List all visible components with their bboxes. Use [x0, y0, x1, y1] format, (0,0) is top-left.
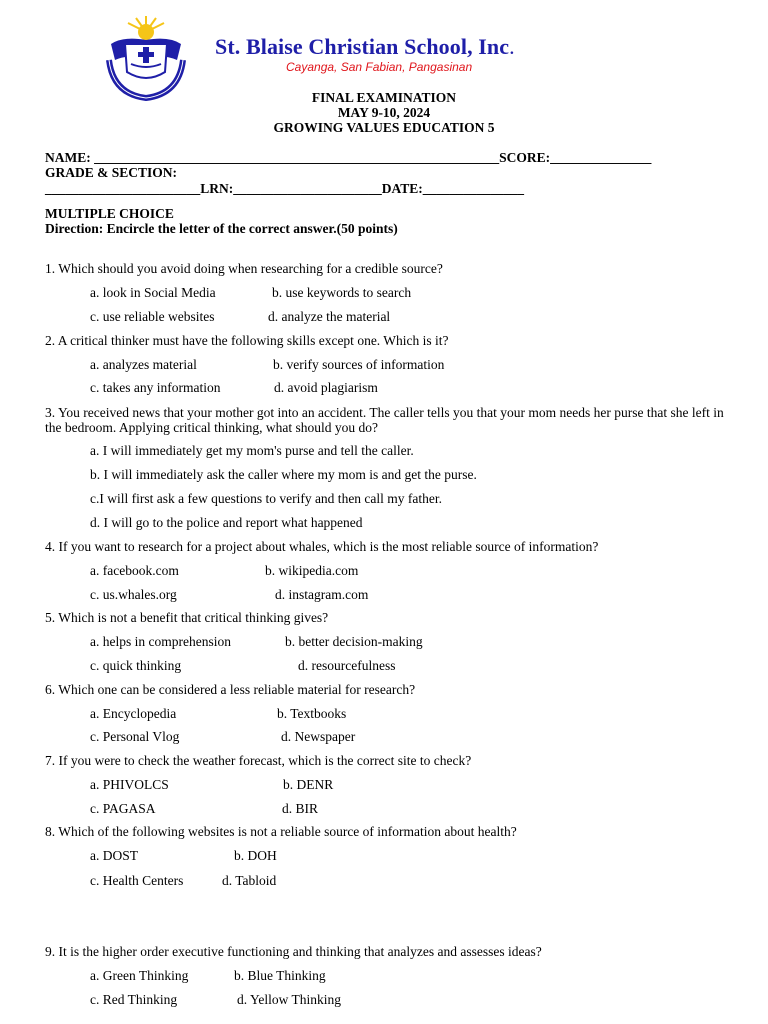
choice-8c: c. Health Centers [90, 873, 184, 888]
choice-7b: b. DENR [283, 777, 334, 792]
choice-8b: b. DOH [234, 848, 277, 863]
question-8: 8. Which of the following websites is not a reliable source of information about health? [45, 824, 517, 839]
choice-1b: b. use keywords to search [272, 285, 412, 300]
choice-6b: b. Textbooks [277, 706, 347, 721]
choice-3a: a. I will immediately get my mom's purse and tell the caller. [90, 443, 414, 458]
choice-3d: d. I will go to the police and report what happened [90, 515, 363, 530]
choice-9c: c. Red Thinking [90, 992, 178, 1007]
choice-4c: c. us.whales.org [90, 587, 177, 602]
choice-5d: d. resourcefulness [298, 658, 396, 673]
question-5: 5. Which is not a benefit that critical thinking gives? [45, 610, 329, 625]
choice-7a: a. PHIVOLCS [90, 777, 169, 792]
choice-6d: d. Newspaper [281, 729, 356, 744]
question-2: 2. A critical thinker must have the following skills except one. Which is it? [45, 333, 449, 348]
question-1: 1. Which should you avoid doing when researching for a credible source? [45, 261, 443, 276]
direction-text: Direction: Encircle the letter of the correct answer.(50 points) [45, 221, 398, 236]
school-name: St. Blaise Christian School, Inc. [215, 34, 515, 59]
choice-8d: d. Tabloid [222, 873, 277, 888]
choice-7c: c. PAGASA [90, 801, 156, 816]
question-7: 7. If you were to check the weather forecast, which is the correct site to check? [45, 753, 472, 768]
choice-5c: c. quick thinking [90, 658, 182, 673]
question-4: 4. If you want to research for a project about whales, which is the most reliable source of information? [45, 539, 599, 554]
choice-2a: a. analyzes material [90, 357, 197, 372]
exam-title: FINAL EXAMINATION [311, 90, 457, 105]
choice-9b: b. Blue Thinking [234, 968, 326, 983]
choice-4d: d. instagram.com [275, 587, 369, 602]
question-3: 3. You received news that your mother got into an accident. The caller tells you that your mom needs her purse that she left in the bedroom. Applying critical thinking, what should you do? [45, 405, 724, 435]
choice-1d: d. analyze the material [268, 309, 391, 324]
choice-3c: c.I will first ask a few questions to verify and then call my father. [90, 491, 443, 506]
choice-3b: b. I will immediately ask the caller where my mom is and get the purse. [90, 467, 477, 482]
choice-1a: a. look in Social Media [90, 285, 216, 300]
exam-date: MAY 9-10, 2024 [337, 105, 431, 120]
choice-2c: c. takes any information [90, 380, 221, 395]
lrn-date-line: _______________________LRN:______________________DATE:_______________ [45, 181, 524, 196]
choice-5a: a. helps in comprehension [90, 634, 231, 649]
school-address: Cayanga, San Fabian, Pangasinan [286, 60, 473, 74]
choice-2b: b. verify sources of information [273, 357, 445, 372]
exam-heading [0, 90, 768, 135]
school-logo-icon [103, 14, 189, 102]
question-9: 9. It is the higher order executive functioning and thinking that analyzes and assesses ideas? [45, 944, 542, 959]
exam-subject: GROWING VALUES EDUCATION 5 [273, 120, 495, 135]
choice-2d: d. avoid plagiarism [274, 380, 378, 395]
choice-9d: d. Yellow Thinking [237, 992, 342, 1007]
choice-4b: b. wikipedia.com [265, 563, 359, 578]
choice-7d: d. BIR [282, 801, 319, 816]
choice-6c: c. Personal Vlog [90, 729, 180, 744]
choice-9a: a. Green Thinking [90, 968, 189, 983]
grade-section-label: GRADE & SECTION: [45, 165, 178, 180]
question-6: 6. Which one can be considered a less reliable material for research? [45, 682, 416, 697]
name-score-line: NAME: ____________________________________________________________SCORE:_______________ [45, 150, 652, 165]
choice-5b: b. better decision-making [285, 634, 423, 649]
choice-4a: a. facebook.com [90, 563, 179, 578]
section-title: MULTIPLE CHOICE [45, 206, 174, 221]
choice-8a: a. DOST [90, 848, 138, 863]
choice-1c: c. use reliable websites [90, 309, 215, 324]
choice-6a: a. Encyclopedia [90, 706, 177, 721]
